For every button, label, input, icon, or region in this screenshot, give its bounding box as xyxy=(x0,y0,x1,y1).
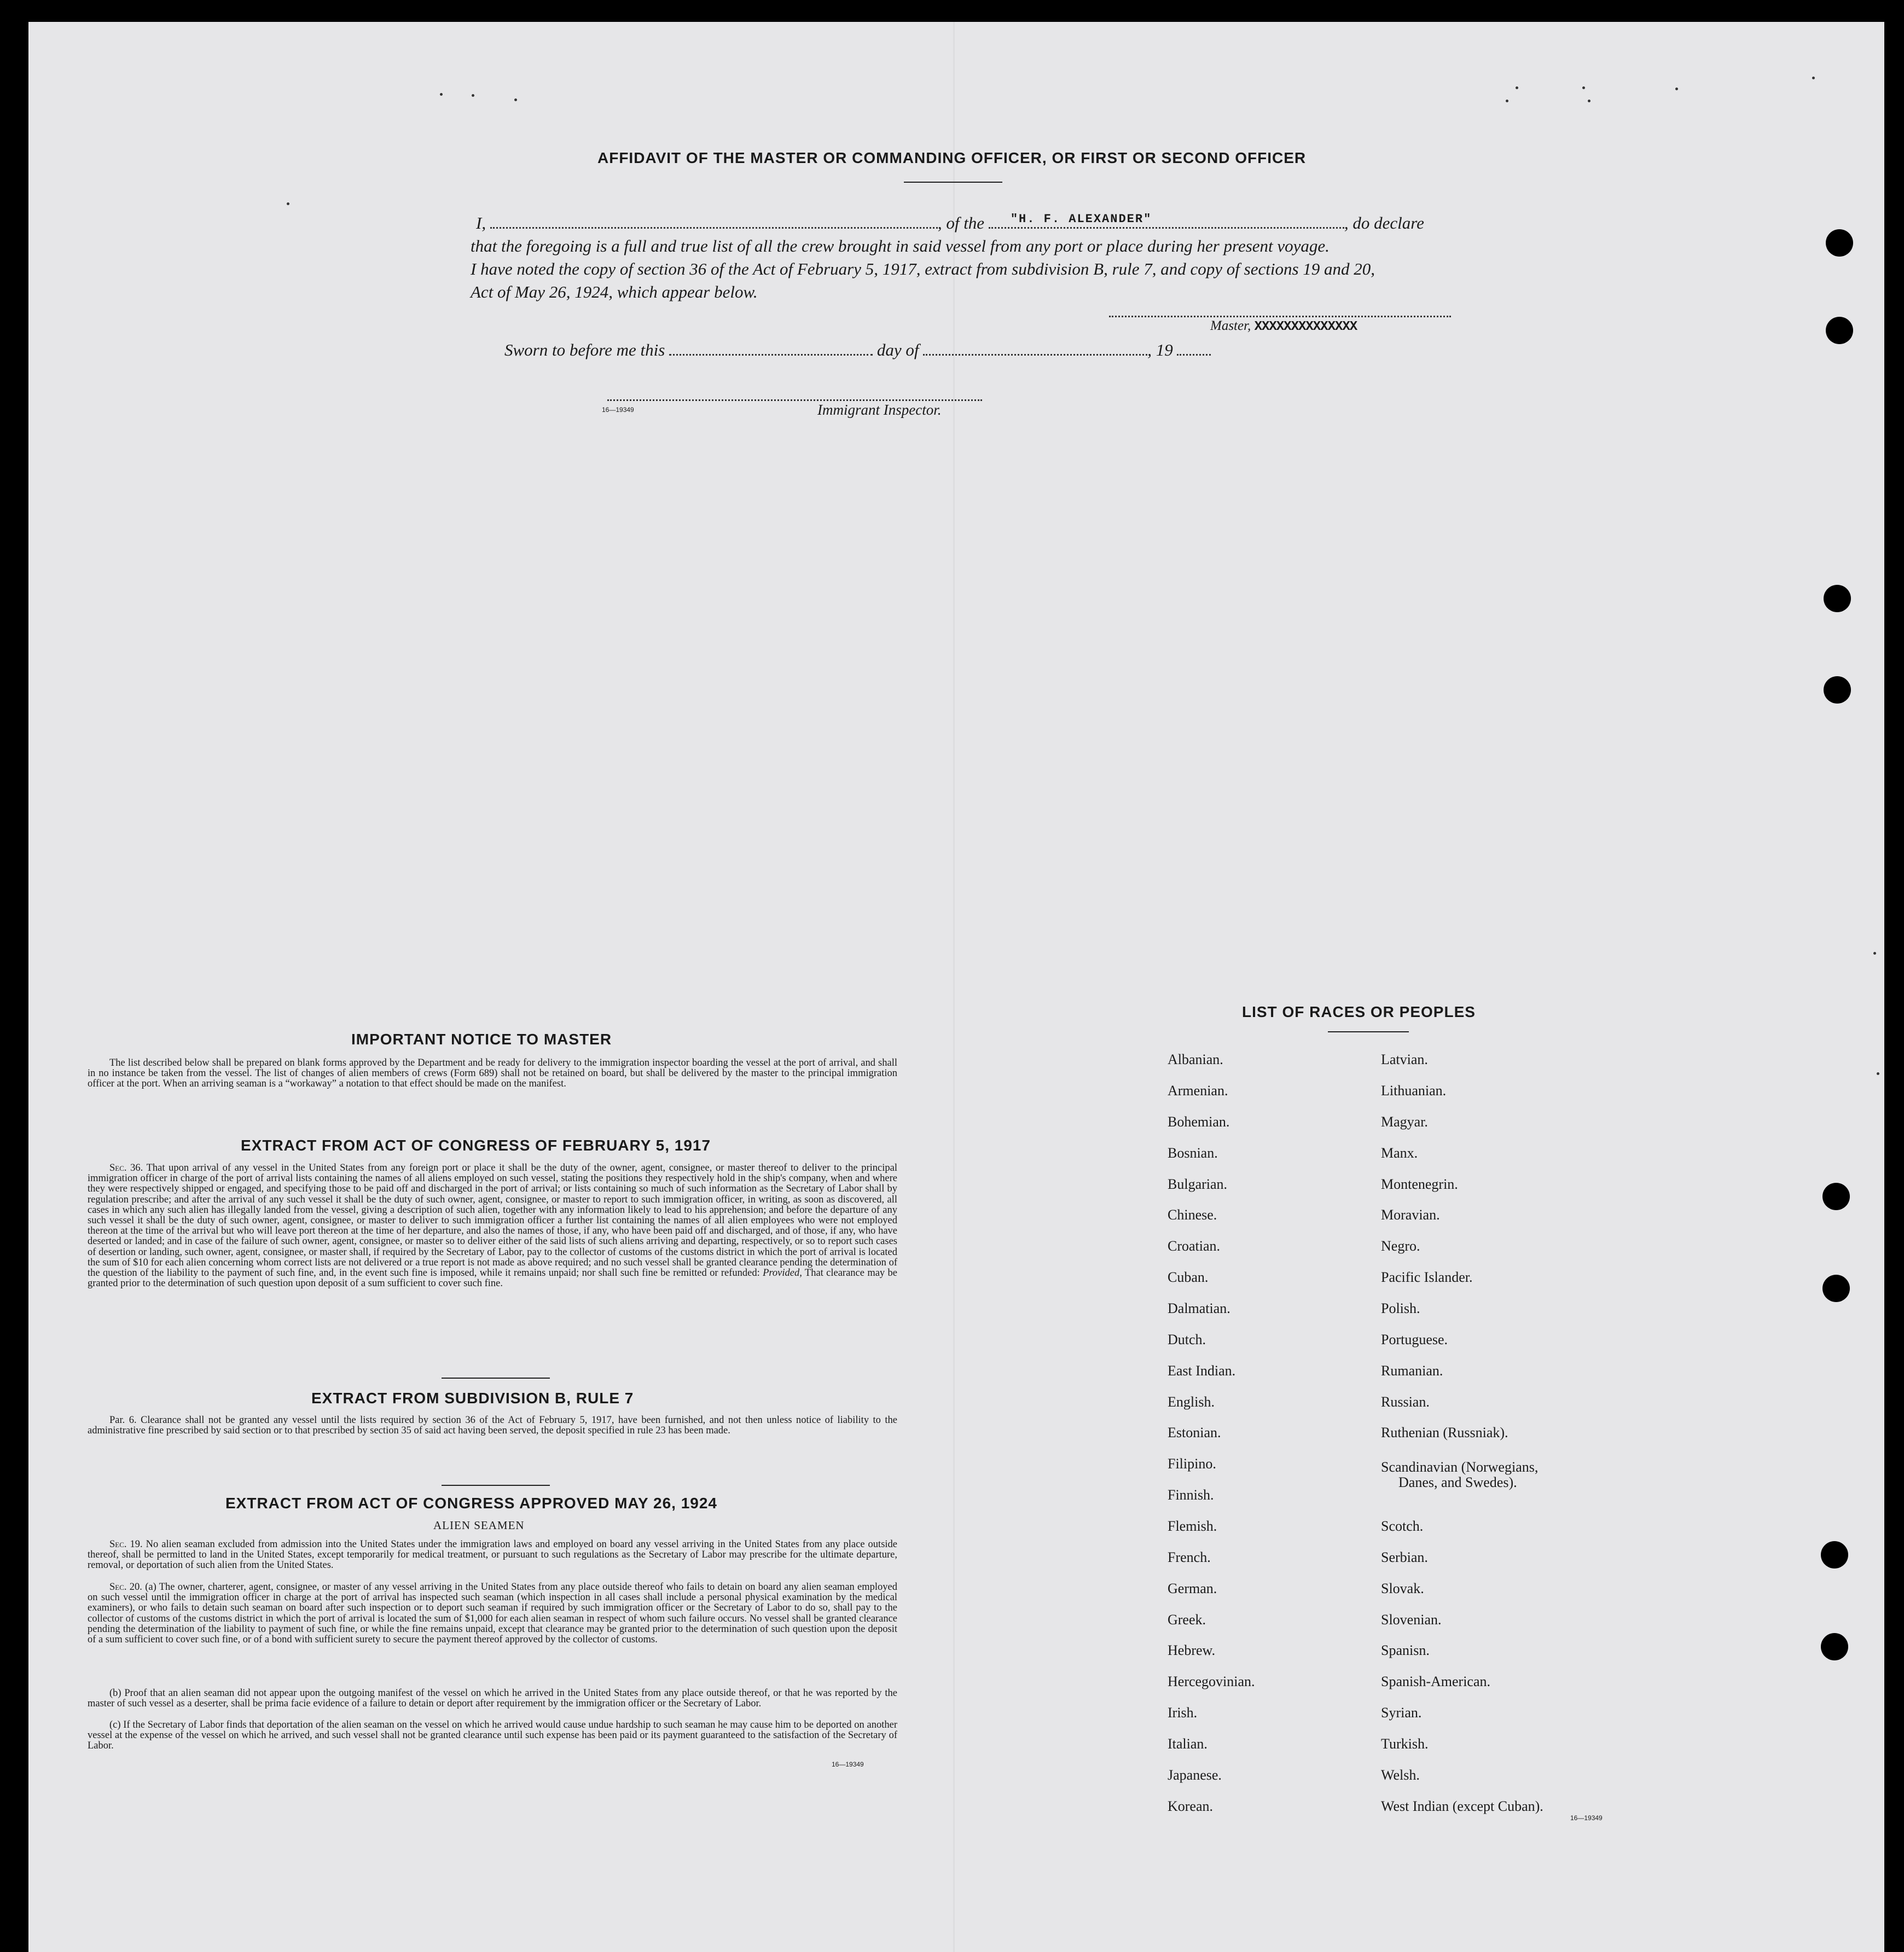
do-declare-label: , do declare xyxy=(1344,213,1424,233)
extract1-tail: That clearance may be granted prior to the determination of such question upon deposit of a sum sufficient to cover such fine. xyxy=(88,1268,898,1289)
affidavit-line-3: I have noted the copy of section 36 of the Act of February 5, 1917, extract from subdivision B, rule 7, and copy of sections 19 and 20, xyxy=(471,259,1375,278)
notice-title: IMPORTANT NOTICE TO MASTER xyxy=(351,1031,612,1048)
punch-hole xyxy=(1824,676,1851,704)
race-item: Dutch. xyxy=(1168,1332,1206,1347)
extract2-title: EXTRACT FROM SUBDIVISION B, RULE 7 xyxy=(311,1390,634,1407)
vessel-name: "H. F. ALEXANDER" xyxy=(1010,212,1152,226)
race-item: Polish. xyxy=(1381,1300,1420,1316)
paper-speck xyxy=(1812,77,1815,79)
race-item: Rumanian. xyxy=(1381,1363,1443,1379)
affidavit-line-4: Act of May 26, 1924, which appear below. xyxy=(471,282,758,301)
race-item-continuation: Danes, and Swedes). xyxy=(1398,1474,1517,1490)
extract2-body: Par. 6. Clearance shall not be granted any vessel until the lists required by section 36 of the Act of February 5, 1917, have been furnished, and not then unless notice of liability to the administrative fine prescribed by said section or to that prescribed by section 35 of said act having been served, the deposit specified in rule 23 has been made. xyxy=(88,1415,897,1437)
paper-speck xyxy=(1873,952,1876,955)
race-item: Italian. xyxy=(1168,1736,1208,1752)
sec19-label: Sec. 19. xyxy=(109,1539,143,1550)
race-item: Slovak. xyxy=(1381,1581,1424,1596)
race-item: Ruthenian (Russniak). xyxy=(1381,1425,1508,1440)
sworn-year-blank[interactable] xyxy=(1177,348,1211,356)
race-item: Spanisn. xyxy=(1381,1642,1430,1658)
race-item: Magyar. xyxy=(1381,1114,1428,1130)
paper-speck xyxy=(1877,1072,1879,1075)
paper-speck xyxy=(514,98,517,101)
extract1-body-block xyxy=(88,1163,897,1289)
master-struck-text: XXXXXXXXXXXXXX xyxy=(1254,319,1357,334)
punch-hole xyxy=(1824,585,1851,612)
race-item: Latvian. xyxy=(1381,1051,1428,1067)
form-number: 16—19349 xyxy=(602,406,634,414)
inspector-signature-line xyxy=(607,399,982,401)
race-item: Chinese. xyxy=(1168,1207,1217,1223)
affidavit-line-2: that the foregoing is a full and true list of all the crew brought in said vessel from any port or place during her present voyage. xyxy=(471,236,1330,255)
extract1-title: EXTRACT FROM ACT OF CONGRESS OF FEBRUARY 5, 1917 xyxy=(241,1137,711,1154)
race-item: Spanish-American. xyxy=(1381,1674,1491,1689)
name-blank[interactable] xyxy=(490,222,938,229)
sec36-label: Sec. 36. xyxy=(109,1163,143,1173)
race-item: German. xyxy=(1168,1581,1217,1596)
race-item: Armenian. xyxy=(1168,1083,1228,1099)
form-number-races: 16—19349 xyxy=(1570,1814,1603,1822)
inspector-label: Immigrant Inspector. xyxy=(817,402,942,418)
paper-speck xyxy=(1516,86,1518,89)
race-item: Pacific Islander. xyxy=(1381,1269,1473,1285)
sec20a-body: (a) The owner, charterer, agent, consignee, or master of any vessel arriving in the United States from any place outside thereof who fails to detain on board any alien seaman employed on such vessel until the immigration officer in charge at the port of arrival has inspected such seaman (which inspection in all cases shall include a personal physical examination by the medical examiners), or who fails to detain such seaman on board after such inspection or to deport such seaman if required by such immigration officer or the Secretary of Labor to do so, shall pay to the collector of customs of the customs district in which the port of arrival is located the sum of $1,000 for each alien seaman in respect of whom such failure occurs. No vessel shall be granted clearance pending the determination of the liability to payment of such fine, or while the fine remains unpaid, except that clearance may be granted prior to the determination of such question upon the deposit of a sum sufficient to cover such fine, or of a bond with sufficient surety to secure the payment thereof approved by the collector of customs. xyxy=(88,1582,898,1646)
race-item: Manx. xyxy=(1381,1145,1418,1161)
race-item: French. xyxy=(1168,1549,1211,1565)
race-item: Hebrew. xyxy=(1168,1642,1216,1658)
sec20-label: Sec. 20. xyxy=(109,1582,142,1593)
alien-seamen-subtitle: ALIEN SEAMEN xyxy=(433,1519,525,1532)
paper-speck xyxy=(440,93,443,96)
sworn-label: Sworn to before me this xyxy=(504,340,665,359)
title-underline xyxy=(904,182,1002,183)
race-item: Lithuanian. xyxy=(1381,1083,1447,1099)
race-item: Montenegrin. xyxy=(1381,1176,1458,1192)
punch-hole xyxy=(1822,1183,1850,1210)
affidavit-line-1 xyxy=(476,213,1424,233)
race-item: East Indian. xyxy=(1168,1363,1236,1379)
race-item: Syrian. xyxy=(1381,1705,1422,1721)
race-item: Portuguese. xyxy=(1381,1332,1448,1347)
paper-speck xyxy=(1582,86,1585,89)
race-item: Slovenian. xyxy=(1381,1612,1442,1628)
sec20c-block: (c) If the Secretary of Labor finds that deportation of the alien seaman on the vessel on which he arrived would cause undue hardship to such seaman he may cause him to be deported on another vessel at the expense of the vessel on which he arrived, and such vessel shall not be granted clearance until such expense has been paid or its payment guaranteed to the satisfaction of the Secretary of Labor. xyxy=(88,1719,897,1752)
i-label: I, xyxy=(476,213,486,233)
extract3-title: EXTRACT FROM ACT OF CONGRESS APPROVED MAY 26, 1924 xyxy=(225,1495,717,1512)
races-title-underline xyxy=(1328,1031,1409,1032)
race-item: Russian. xyxy=(1381,1394,1430,1410)
race-item: Scotch. xyxy=(1381,1518,1424,1534)
paper-speck xyxy=(472,94,474,97)
paper-speck xyxy=(1675,88,1678,90)
notice-body: The list described below shall be prepared on blank forms approved by the Department and be ready for delivery to the immigration inspector boarding the vessel at the port of arrival, and shall in no instance be taken from the vessel. The list of changes of alien members of crews (Form 689) shall not be retained on board, but shall be delivered by the master to the principal immigration officer at the port. When an arriving seaman is a “workaway” a notation to that effect should be made on the manifest. xyxy=(88,1058,897,1090)
race-item: Moravian. xyxy=(1381,1207,1440,1223)
sworn-day-blank[interactable] xyxy=(669,348,873,356)
form-number-bottom: 16—19349 xyxy=(832,1761,864,1768)
race-item: Irish. xyxy=(1168,1705,1198,1721)
sec20b-block: (b) Proof that an alien seaman did not appear upon the outgoing manifest of the vessel on which he arrived in the United States from any place outside thereof, or that he was reported by the master of such vessel as a deserter, shall be prima facie evidence of a failure to detain or deport after requirement by the immigration officer or the Secretary of Labor. xyxy=(88,1688,897,1710)
sec19-body: No alien seaman excluded from admission into the United States under the immigration laws and employed on board any vessel arriving in the United States from any place outside thereof, shall be permitted to land in the United States, except temporarily for medical treatment, or pursuant to such regulations as the Secretary of Labor may prescribe for the ultimate departure, removal, or deportation of such alien from the United States. xyxy=(88,1539,897,1571)
race-item: Bulgarian. xyxy=(1168,1176,1228,1192)
race-item: Hercegovinian. xyxy=(1168,1674,1255,1689)
race-item: Finnish. xyxy=(1168,1487,1214,1503)
punch-hole xyxy=(1826,317,1853,344)
divider xyxy=(442,1378,550,1379)
races-title: LIST OF RACES OR PEOPLES xyxy=(1242,1003,1476,1020)
race-item: Croatian. xyxy=(1168,1238,1221,1254)
punch-hole xyxy=(1826,229,1853,257)
master-signature-line xyxy=(1109,316,1451,317)
race-item: Bohemian. xyxy=(1168,1114,1230,1130)
race-item: Estonian. xyxy=(1168,1425,1221,1440)
fold-crease xyxy=(953,22,955,1952)
race-item: Dalmatian. xyxy=(1168,1300,1230,1316)
of-the-label: , of the xyxy=(937,213,985,233)
race-item: Flemish. xyxy=(1168,1518,1217,1534)
vessel-blank[interactable] xyxy=(989,212,1344,229)
extract1-body: That upon arrival of any vessel in the United States from any foreign port or place it shall be the duty of the owner, agent, consignee, or master thereof to deliver to the principal immigration officer in charge of the port of arrival lists containing the names of all aliens employed on such vessel, stating the positions they respectively hold in the ship's company, when and where they were respectively shipped or engaged, and specifying those to be paid off and discharged in the port of arrival; or lists containing so much of such information as the Secretary of Labor shall by regulation prescribe; and after the arrival of any such vessel it shall be the duty of such owner, agent, consignee, or master to report to such immigration officer, in writing, as soon as discovered, all cases in which any such alien has illegally landed from the vessel, giving a description of such alien, together with any information likely to lead to his apprehension; and before the departure of any such vessel it shall be the duty of such owner, agent, consignee, or master to deliver to such immigration officer a further list containing the names of all alien employees who were not employed thereon at the time of the arrival but who will leave port thereon at the time of her departure, and also the names of those, if any, who have been paid off and discharged, and of those, if any, who have deserted or landed; and in case of the failure of such owner, agent, consignee, or master so to deliver either of the said lists of such aliens arriving and departing, respectively, or so to report such cases of desertion or landing, such owner, agent, consignee, or master shall, if required by the Secretary of Labor, pay to the collector of customs of the customs district in which the port of arrival is located the sum of $10 for each alien concerning whom correct lists are not delivered or a true report is not made as above required; and no such vessel shall be granted clearance pending the determination of the question of the liability to the payment of such fine, and, in the event such fine is imposed, while it remains unpaid; nor shall such fine be remitted or refunded: xyxy=(88,1163,898,1279)
sec19-block xyxy=(88,1539,897,1571)
race-item: Cuban. xyxy=(1168,1269,1209,1285)
race-item: Negro. xyxy=(1381,1238,1420,1254)
master-label-row xyxy=(1210,318,1357,334)
race-item: Japanese. xyxy=(1168,1767,1222,1783)
master-label: Master, xyxy=(1210,318,1251,333)
race-item: Turkish. xyxy=(1381,1736,1429,1752)
paper-speck xyxy=(1588,100,1590,102)
race-item: Serbian. xyxy=(1381,1549,1428,1565)
paper-speck xyxy=(287,202,289,205)
sworn-row xyxy=(504,340,1211,360)
provided-label: Provided, xyxy=(763,1268,802,1279)
year-label: , 19 xyxy=(1147,340,1173,359)
punch-hole xyxy=(1821,1633,1848,1660)
race-item: Welsh. xyxy=(1381,1767,1420,1783)
race-item: Filipino. xyxy=(1168,1456,1216,1472)
race-item: Korean. xyxy=(1168,1798,1214,1814)
race-item: English. xyxy=(1168,1394,1215,1410)
sec20a-block xyxy=(88,1582,897,1645)
day-of-label: day of xyxy=(876,340,919,359)
punch-hole xyxy=(1821,1541,1848,1568)
affidavit-title: AFFIDAVIT OF THE MASTER OR COMMANDING OFFICER, OR FIRST OR SECOND OFFICER xyxy=(597,149,1307,166)
form-sheet xyxy=(28,22,1884,1952)
punch-hole xyxy=(1822,1275,1850,1302)
race-item: Bosnian. xyxy=(1168,1145,1218,1161)
race-item: Albanian. xyxy=(1168,1051,1223,1067)
race-item: Greek. xyxy=(1168,1612,1206,1628)
paper-speck xyxy=(1506,100,1508,102)
sworn-month-blank[interactable] xyxy=(923,348,1147,356)
race-item: West Indian (except Cuban). xyxy=(1381,1798,1543,1814)
race-item: Scandinavian (Norwegians, xyxy=(1381,1459,1539,1475)
divider xyxy=(442,1485,550,1486)
